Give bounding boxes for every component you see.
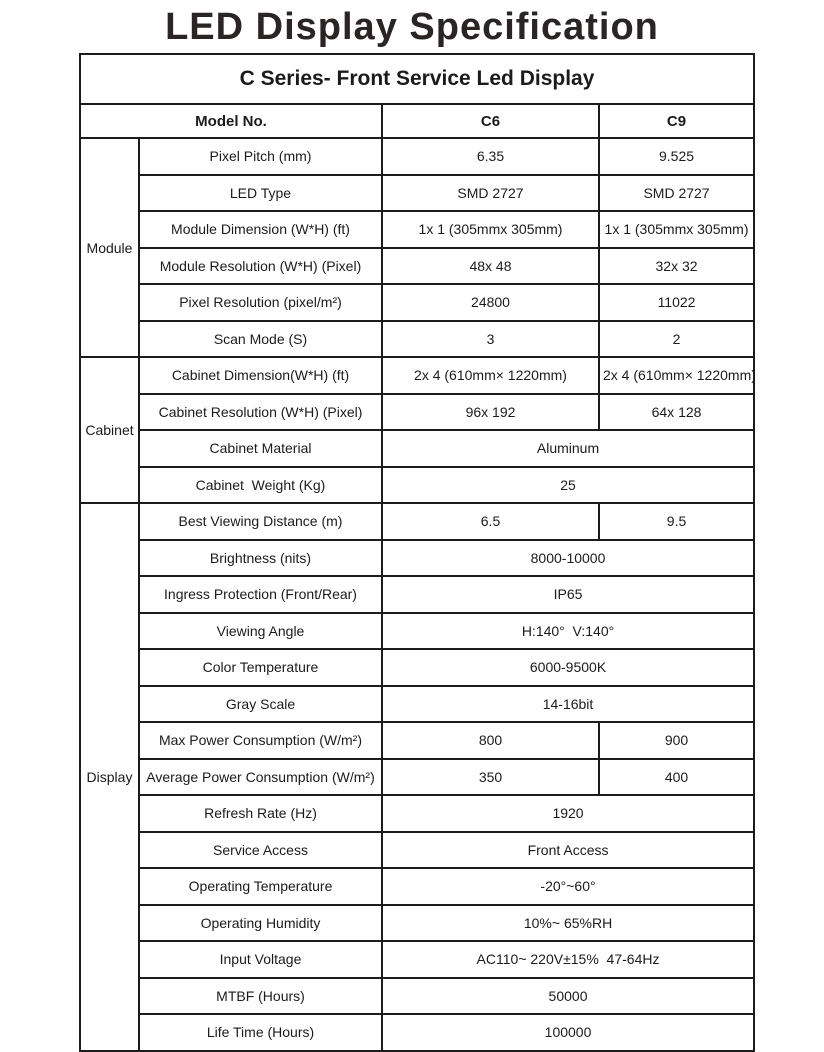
table-row	[80, 686, 754, 723]
spec-value-shared: Front Access	[382, 832, 754, 869]
spec-value-c6: 6.5	[382, 503, 599, 540]
table-row	[80, 613, 754, 650]
spec-label: LED Type	[139, 175, 382, 212]
table-row	[80, 1014, 754, 1051]
table-row	[80, 795, 754, 832]
table-row	[80, 175, 754, 212]
model-row	[80, 104, 754, 138]
spec-value-shared: 14-16bit	[382, 686, 754, 723]
spec-value-shared: 6000-9500K	[382, 649, 754, 686]
spec-value-c9: 32x 32	[599, 248, 754, 285]
spec-value-c9: 11022	[599, 284, 754, 321]
table-row	[80, 503, 754, 540]
table-row	[80, 905, 754, 942]
table-row	[80, 248, 754, 285]
spec-table	[79, 53, 755, 1052]
spec-label: Best Viewing Distance (m)	[139, 503, 382, 540]
group-cell-cabinet: Cabinet	[80, 357, 139, 503]
spec-label: Ingress Protection (Front/Rear)	[139, 576, 382, 613]
spec-value-shared: 10%~ 65%RH	[382, 905, 754, 942]
spec-value-c9: 400	[599, 759, 754, 796]
model-c6: C6	[382, 104, 599, 138]
table-row	[80, 284, 754, 321]
spec-value-c9: 1x 1 (305mmx 305mm)	[599, 211, 754, 248]
spec-value-shared: 100000	[382, 1014, 754, 1051]
spec-label: Service Access	[139, 832, 382, 869]
spec-label: Gray Scale	[139, 686, 382, 723]
table-row	[80, 211, 754, 248]
spec-label: Average Power Consumption (W/m²)	[139, 759, 382, 796]
table-title: C Series- Front Service Led Display	[80, 54, 754, 104]
spec-value-c6: 800	[382, 722, 599, 759]
spec-value-shared: 25	[382, 467, 754, 504]
spec-label: Cabinet Dimension(W*H) (ft)	[139, 357, 382, 394]
spec-label: Life Time (Hours)	[139, 1014, 382, 1051]
spec-value-shared: 1920	[382, 795, 754, 832]
spec-label: Scan Mode (S)	[139, 321, 382, 358]
spec-value-shared: 50000	[382, 978, 754, 1015]
spec-label: Input Voltage	[139, 941, 382, 978]
table-row	[80, 467, 754, 504]
spec-label: Viewing Angle	[139, 613, 382, 650]
table-row	[80, 321, 754, 358]
table-row	[80, 649, 754, 686]
spec-value-c9: 2x 4 (610mm× 1220mm)	[599, 357, 754, 394]
table-row	[80, 540, 754, 577]
spec-value-c6: 24800	[382, 284, 599, 321]
spec-label: Operating Temperature	[139, 868, 382, 905]
spec-value-c6: 1x 1 (305mmx 305mm)	[382, 211, 599, 248]
spec-label: Module Resolution (W*H) (Pixel)	[139, 248, 382, 285]
spec-value-c6: SMD 2727	[382, 175, 599, 212]
group-cell-module: Module	[80, 138, 139, 357]
spec-value-c6: 3	[382, 321, 599, 358]
spec-label: Refresh Rate (Hz)	[139, 795, 382, 832]
spec-value-c6: 48x 48	[382, 248, 599, 285]
spec-value-c9: 9.525	[599, 138, 754, 175]
page-title: LED Display Specification	[165, 6, 659, 48]
spec-label: Pixel Resolution (pixel/m²)	[139, 284, 382, 321]
model-c9: C9	[599, 104, 754, 138]
table-row	[80, 430, 754, 467]
table-row	[80, 138, 754, 175]
model-label: Model No.	[80, 104, 382, 138]
table-row	[80, 941, 754, 978]
table-row	[80, 394, 754, 431]
spec-label: MTBF (Hours)	[139, 978, 382, 1015]
spec-value-c6: 350	[382, 759, 599, 796]
spec-value-c6: 6.35	[382, 138, 599, 175]
spec-value-c9: 64x 128	[599, 394, 754, 431]
table-row	[80, 868, 754, 905]
spec-value-shared: IP65	[382, 576, 754, 613]
table-row	[80, 978, 754, 1015]
spec-value-shared: Aluminum	[382, 430, 754, 467]
table-row	[80, 357, 754, 394]
spec-value-shared: AC110~ 220V±15% 47-64Hz	[382, 941, 754, 978]
spec-label: Cabinet Resolution (W*H) (Pixel)	[139, 394, 382, 431]
spec-value-c9: 900	[599, 722, 754, 759]
group-cell-display: Display	[80, 503, 139, 1051]
spec-value-shared: -20°~60°	[382, 868, 754, 905]
spec-label: Pixel Pitch (mm)	[139, 138, 382, 175]
spec-value-c9: 9.5	[599, 503, 754, 540]
spec-value-c6: 2x 4 (610mm× 1220mm)	[382, 357, 599, 394]
table-header-row	[80, 54, 754, 104]
table-row	[80, 576, 754, 613]
spec-label: Cabinet Weight (Kg)	[139, 467, 382, 504]
spec-value-c9: SMD 2727	[599, 175, 754, 212]
table-row	[80, 722, 754, 759]
table-row	[80, 832, 754, 869]
spec-label: Color Temperature	[139, 649, 382, 686]
spec-value-shared: H:140° V:140°	[382, 613, 754, 650]
table-row	[80, 759, 754, 796]
spec-value-c9: 2	[599, 321, 754, 358]
spec-value-c6: 96x 192	[382, 394, 599, 431]
spec-label: Max Power Consumption (W/m²)	[139, 722, 382, 759]
spec-label: Module Dimension (W*H) (ft)	[139, 211, 382, 248]
spec-label: Operating Humidity	[139, 905, 382, 942]
spec-value-shared: 8000-10000	[382, 540, 754, 577]
spec-label: Brightness (nits)	[139, 540, 382, 577]
spec-label: Cabinet Material	[139, 430, 382, 467]
